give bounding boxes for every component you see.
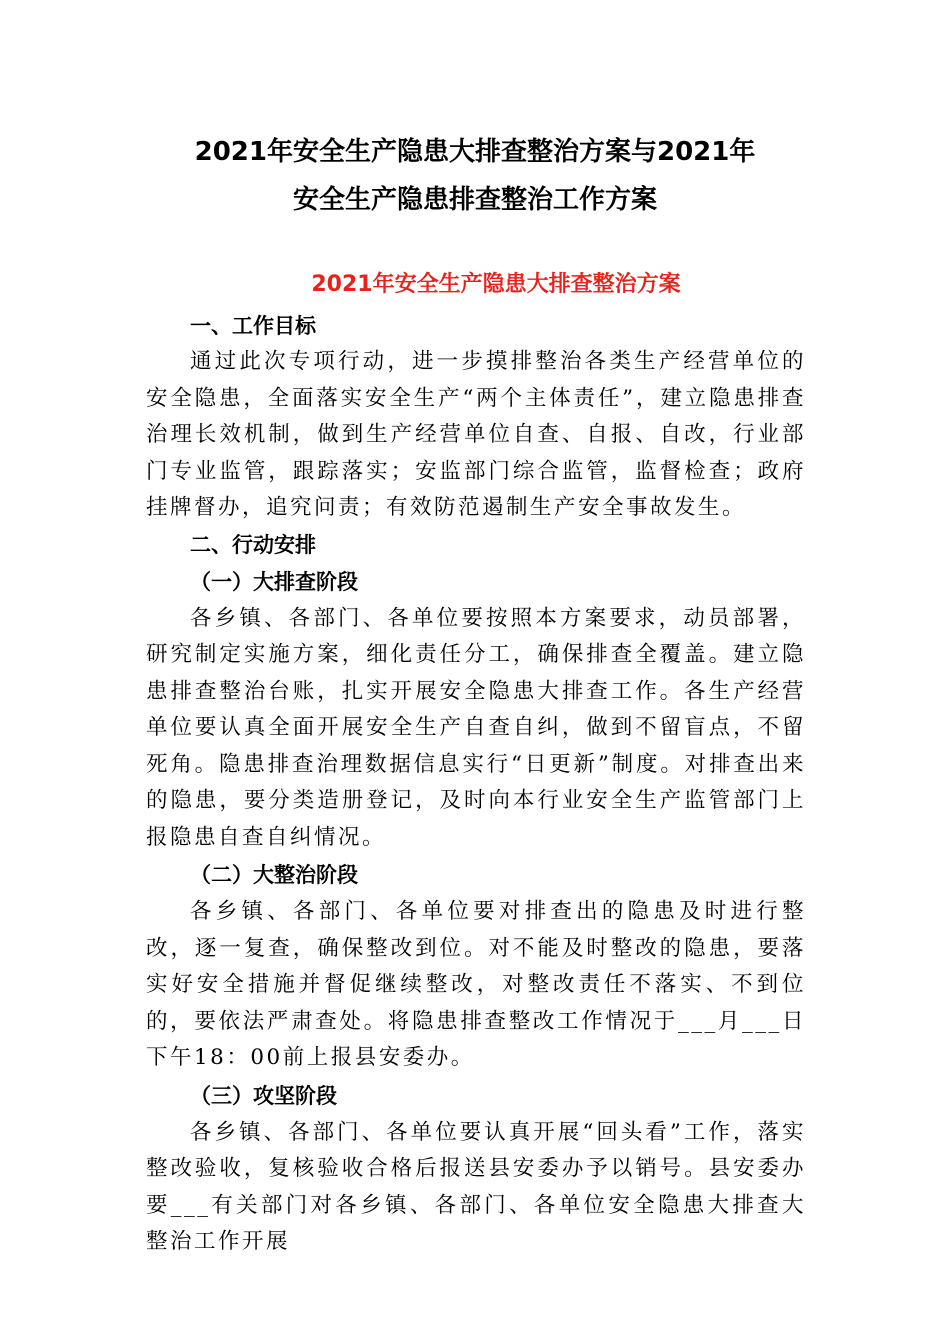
section-subtitle: 2021年安全生产隐患大排查整治方案 [311, 272, 681, 297]
section-heading-goals: 一、工作目标 [190, 314, 316, 338]
paragraph-goals: 通过此次专项行动，进一步摸排整治各类生产经营单位的安全隐患，全面落实安全生产“两个主体责任”，建立隐患排查治理长效机制，做到生产经营单位自查、自报、自改，行业部门专业监管，跟踪落实；安监部门综合监管，监督检查；政府挂牌督办，追究问责；有效防范遏制生产安全事故发生。 [146, 349, 806, 520]
paragraph-tackling: 各乡镇、各部门、各单位要认真开展“回头看”工作，落实整改验收，复核验收合格后报送县安委办予以销号。县安委办要___有关部门对各乡镇、各部门、各单位安全隐患大排查大整治工作开展 [146, 1119, 806, 1254]
paragraph-rectification: 各乡镇、各部门、各单位要对排查出的隐患及时进行整改，逐一复查，确保整改到位。对不能及时整改的隐患，要落实好安全措施并督促继续整改，对整改责任不落实、不到位的，要依法严肃查处。将隐患排查整改工作情况于___月___日下午18：00前上报县安委办。 [146, 899, 806, 1070]
section-heading-actions: 二、行动安排 [190, 532, 316, 557]
document-title [0, 128, 950, 224]
stage-heading-investigation: （一）大排查阶段 [190, 569, 358, 594]
stage-heading-tackling: （三）攻坚阶段 [190, 1083, 337, 1108]
stage-heading-rectification: （二）大整治阶段 [190, 863, 358, 887]
document-body [146, 262, 806, 1261]
title-line-1: 2021年安全生产隐患大排查整治方案与2021年 [194, 137, 756, 167]
paragraph-investigation: 各乡镇、各部门、各单位要按照本方案要求，动员部署，研究制定实施方案，细化责任分工，确保排查全覆盖。建立隐患排查整治台账，扎实开展安全隐患大排查工作。各生产经营单位要认真全面开展安全生产自查自纠，做到不留盲点，不留死角。隐患排查治理数据信息实行“日更新”制度。对排查出来的隐患，要分类造册登记，及时向本行业安全生产监管部门上报隐患自查自纠情况。 [146, 605, 806, 850]
title-line-2: 安全生产隐患排查整治工作方案 [292, 185, 657, 215]
